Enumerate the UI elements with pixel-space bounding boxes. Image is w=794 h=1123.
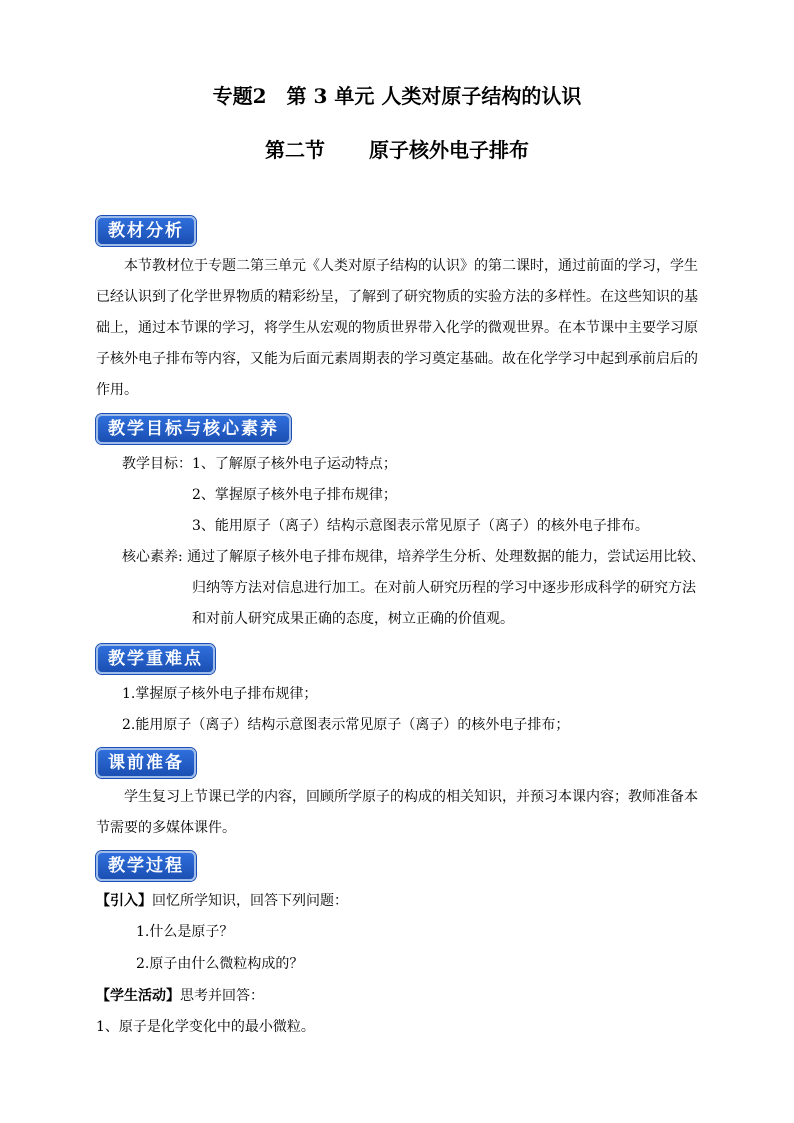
core-prefix: 核心素养: <box>122 549 183 565</box>
core-line-2: 归纳等方法对信息进行加工。在对前人研究历程的学习中逐步形成科学的研究方法 <box>192 580 696 596</box>
question-1: 1.什么是原子？ <box>136 924 234 940</box>
section-badge-keypoints: 教学重难点 <box>96 644 215 674</box>
activity-tag: 【学生活动】 <box>96 988 180 1004</box>
question-2: 2.原子由什么微粒构成的？ <box>136 956 304 972</box>
activity-line <box>96 981 264 1012</box>
subtitle-section-name: 原子核外电子排布 <box>369 138 529 162</box>
section-subtitle <box>0 134 794 163</box>
section-badge-goals: 教学目标与核心素养 <box>96 414 291 444</box>
intro-tag: 【引入】 <box>96 893 152 909</box>
answer-1: 1、原子是化学变化中的最小微粒。 <box>96 1019 315 1035</box>
core-line-1 <box>122 542 705 573</box>
goal-line-1 <box>122 449 397 480</box>
section-badge-process: 教学过程 <box>96 851 196 881</box>
keypoint-item-2: 2.能用原子（离子）结构示意图表示常见原子（离子）的核外电子排布； <box>122 717 570 733</box>
document-title: 专题2 第 3 单元 人类对原子结构的认识 <box>212 84 582 108</box>
goal-item-1: 1、了解原子核外电子运动特点； <box>192 456 397 472</box>
keypoint-item-1: 1.掌握原子核外电子排布规律； <box>122 686 318 702</box>
section-badge-analysis: 教材分析 <box>96 216 196 246</box>
preparation-paragraph: 学生复习上节课已学的内容，回顾所学原子的构成的相关知识，并预习本课内容；教师准备本节需要的多媒体课件。 <box>96 789 698 836</box>
core-text-1: 通过了解原子核外电子排布规律，培养学生分析、处理数据的能力，尝试运用比较、 <box>187 549 706 565</box>
goal-item-2: 2、掌握原子核外电子排布规律； <box>192 487 397 503</box>
section-badge-preparation: 课前准备 <box>96 748 196 778</box>
analysis-paragraph: 本节教材位于专题二第三单元《人类对原子结构的认识》的第二课时，通过前面的学习，学生已经认识到了化学世界物质的精彩纷呈，了解到了研究物质的实验方法的多样性。在这些知识的基础上，通过本节课的学习，将学生从宏观的物质世界带入化学的微观世界。在本节课中主要学习原子核外电子排布等内容，又能为后面元素周期表的学习奠定基础。故在化学学习中起到承前启后的作用。 <box>96 258 698 398</box>
activity-text: 思考并回答： <box>180 988 264 1004</box>
core-line-3: 和对前人研究成果正确的态度，树立正确的价值观。 <box>192 611 514 627</box>
subtitle-section-number: 第二节 <box>265 138 325 162</box>
intro-line <box>96 886 348 917</box>
intro-text: 回忆所学知识，回答下列问题： <box>152 893 348 909</box>
goal-prefix: 教学目标： <box>122 456 192 472</box>
goal-item-3: 3、能用原子（离子）结构示意图表示常见原子（离子）的核外电子排布。 <box>192 518 649 534</box>
